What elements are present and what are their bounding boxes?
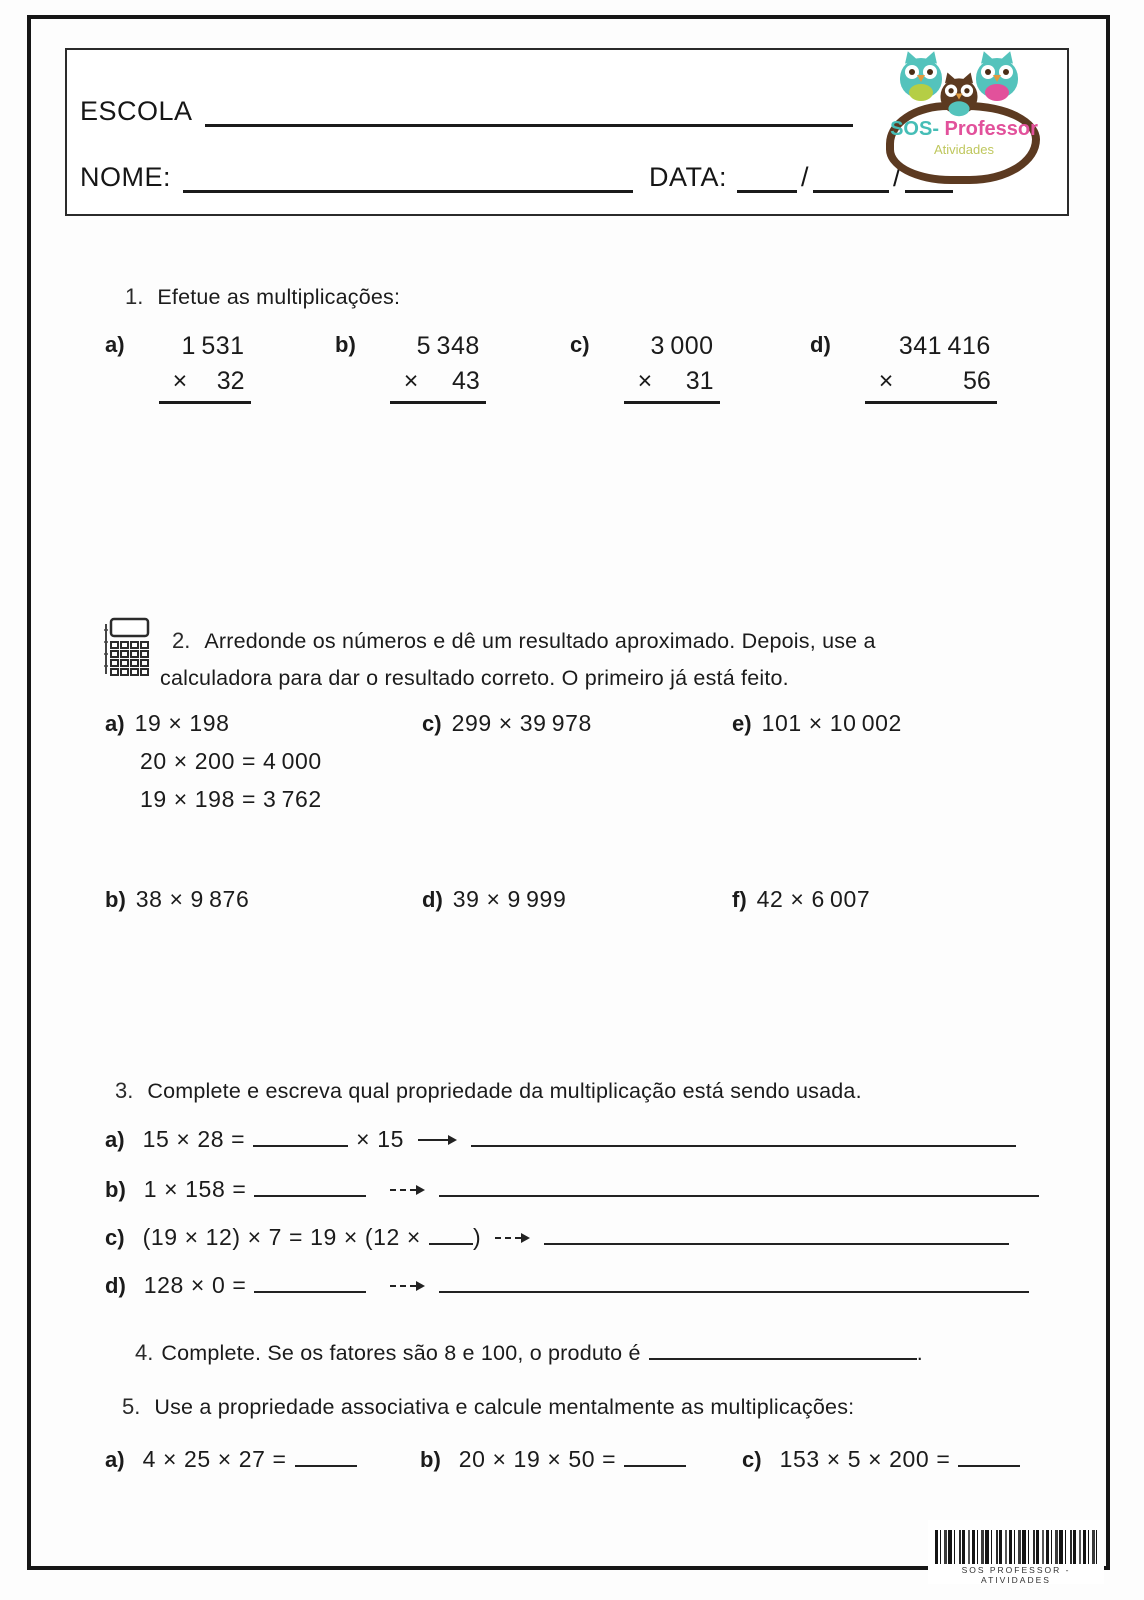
answer-blank xyxy=(295,1451,357,1467)
ex2-item-c xyxy=(422,710,592,737)
item-expression: 20 × 19 × 50 = xyxy=(458,1446,617,1472)
logo-sos: SOS- xyxy=(890,118,939,140)
owl-middle-icon xyxy=(941,78,978,113)
item-expression: (19 × 12) × 7 = 19 × (12 × xyxy=(142,1224,421,1250)
item-expression: 4 × 25 × 27 = xyxy=(142,1446,287,1472)
multiply-sign: × xyxy=(878,367,894,395)
date-slash-2: / xyxy=(893,162,902,192)
exercise-2-instruction-line-2: calculadora para dar o resultado correto. O primeiro já está feito. xyxy=(160,666,789,690)
data-label: DATA: xyxy=(649,162,728,192)
item-label: a) xyxy=(105,1447,125,1472)
item-label: b) xyxy=(420,1447,441,1472)
item-expression: 128 × 0 = xyxy=(143,1272,247,1298)
ex5-item-a xyxy=(105,1446,357,1473)
multiply-sign: × xyxy=(172,367,188,395)
exercise-2-instruction-line-1: Arredonde os números e dê um resultado aproximado. Depois, use a xyxy=(204,629,876,653)
answer-blank-long xyxy=(471,1131,1016,1147)
item-label: d) xyxy=(105,1273,126,1298)
item-label: c) xyxy=(105,1225,125,1250)
item-label: b) xyxy=(105,1177,126,1202)
item-label: a) xyxy=(105,1127,125,1152)
answer-blank xyxy=(429,1229,473,1245)
multiplicand: 3 000 xyxy=(650,332,714,360)
item-expression-close: ) xyxy=(472,1224,482,1250)
exercise-4-period: . xyxy=(916,1341,923,1365)
answer-blank xyxy=(958,1451,1020,1467)
exercise-4-text: Complete. Se os fatores são 8 e 100, o produto é xyxy=(161,1341,641,1365)
item-expression: 15 × 28 = xyxy=(142,1126,246,1152)
ex2-worked-line-1: 20 × 200 = 4 000 xyxy=(140,748,322,774)
multiplicand: 5 348 xyxy=(416,332,480,360)
owl-right-icon xyxy=(976,58,1018,98)
exercise-1-title: Efetue as multiplicações: xyxy=(157,285,401,309)
exercise-5-number: 5. xyxy=(122,1394,141,1419)
escola-row xyxy=(80,96,853,127)
ex5-item-c xyxy=(742,1446,1020,1473)
exercise-2-number: 2. xyxy=(172,628,191,653)
answer-blank xyxy=(624,1451,686,1467)
problem-label: c) xyxy=(570,332,590,357)
ex3-item-c xyxy=(105,1224,1009,1251)
item-expression: 38 × 9 876 xyxy=(135,886,250,912)
logo-text xyxy=(876,118,1052,157)
answer-blank xyxy=(253,1131,348,1147)
item-label: f) xyxy=(732,887,747,912)
answer-blank-long xyxy=(544,1229,1009,1245)
logo-atividades: Atividades xyxy=(934,142,994,157)
date-slash-1: / xyxy=(801,162,810,192)
problem-label: a) xyxy=(105,332,125,357)
multiplicand: 341 416 xyxy=(898,332,991,360)
barcode-caption: SOS PROFESSOR - ATIVIDADES xyxy=(961,1565,1071,1585)
ex2-worked-line-2: 19 × 198 = 3 762 xyxy=(140,786,322,812)
exercise-5-title: Use a propriedade associativa e calcule mentalmente as multiplicações: xyxy=(154,1395,855,1419)
barcode xyxy=(935,1530,1097,1564)
exercise-3-header xyxy=(115,1078,862,1104)
item-label: c) xyxy=(422,711,442,736)
answer-blank xyxy=(254,1181,366,1197)
multiplier: 31 xyxy=(685,367,714,395)
item-expression: 39 × 9 999 xyxy=(452,886,567,912)
calculator-icon xyxy=(102,616,152,676)
nome-data-row xyxy=(80,162,953,193)
arrow-right-dashed-icon xyxy=(390,1281,425,1291)
item-label: a) xyxy=(105,711,125,736)
sos-professor-logo xyxy=(876,56,1052,188)
mult-problem-c xyxy=(570,332,720,404)
multiplier: 56 xyxy=(962,367,991,395)
ex2-item-e xyxy=(732,710,902,737)
mult-problem-d xyxy=(810,332,997,404)
multiplicand: 1 531 xyxy=(181,332,245,360)
ex5-item-b xyxy=(420,1446,686,1473)
item-expression: 19 × 198 xyxy=(134,710,230,736)
nome-label: NOME: xyxy=(80,162,172,192)
arrow-right-dashed-icon xyxy=(495,1233,530,1243)
mult-problem-a xyxy=(105,332,251,404)
owl-left-icon xyxy=(900,58,942,98)
item-label: b) xyxy=(105,887,126,912)
item-expression-mid: × 15 xyxy=(356,1126,404,1152)
multiply-sign: × xyxy=(637,367,653,395)
nome-line xyxy=(183,186,633,193)
exercise-2-header xyxy=(172,628,876,654)
item-expression: 1 × 158 = xyxy=(143,1176,247,1202)
logo-professor: Professor xyxy=(944,118,1038,140)
ex3-item-b xyxy=(105,1176,1039,1203)
arrow-right-dashed-icon xyxy=(390,1185,425,1195)
multiplier: 32 xyxy=(216,367,245,395)
exercise-5-header xyxy=(122,1394,854,1420)
barcode-box xyxy=(928,1520,1104,1584)
exercise-4-row xyxy=(135,1340,923,1366)
answer-blank-long xyxy=(439,1277,1029,1293)
problem-label: d) xyxy=(810,332,831,357)
item-expression: 299 × 39 978 xyxy=(451,710,592,736)
escola-label: ESCOLA xyxy=(80,96,193,126)
escola-line xyxy=(205,120,853,127)
item-label: e) xyxy=(732,711,752,736)
ex2-item-a xyxy=(105,710,230,737)
answer-blank xyxy=(649,1344,917,1360)
ex3-item-a xyxy=(105,1126,1016,1153)
exercise-4-number: 4. xyxy=(135,1340,154,1365)
multiply-sign: × xyxy=(403,367,419,395)
exercise-3-number: 3. xyxy=(115,1078,134,1103)
arrow-right-icon xyxy=(418,1135,457,1145)
item-label: d) xyxy=(422,887,443,912)
ex2-item-d xyxy=(422,886,566,913)
item-expression: 101 × 10 002 xyxy=(761,710,902,736)
item-label: c) xyxy=(742,1447,762,1472)
exercise-1-header xyxy=(125,284,400,310)
answer-blank xyxy=(254,1277,366,1293)
ex2-item-f xyxy=(732,886,870,913)
exercise-1-number: 1. xyxy=(125,284,144,309)
exercise-3-title: Complete e escreva qual propriedade da multiplicação está sendo usada. xyxy=(147,1079,862,1103)
problem-label: b) xyxy=(335,332,356,357)
answer-blank-long xyxy=(439,1181,1039,1197)
data-line-day xyxy=(737,186,797,193)
item-expression: 153 × 5 × 200 = xyxy=(779,1446,951,1472)
multiplier: 43 xyxy=(451,367,480,395)
ex2-item-b xyxy=(105,886,249,913)
ex3-item-d xyxy=(105,1272,1029,1299)
mult-problem-b xyxy=(335,332,486,404)
item-expression: 42 × 6 007 xyxy=(756,886,871,912)
